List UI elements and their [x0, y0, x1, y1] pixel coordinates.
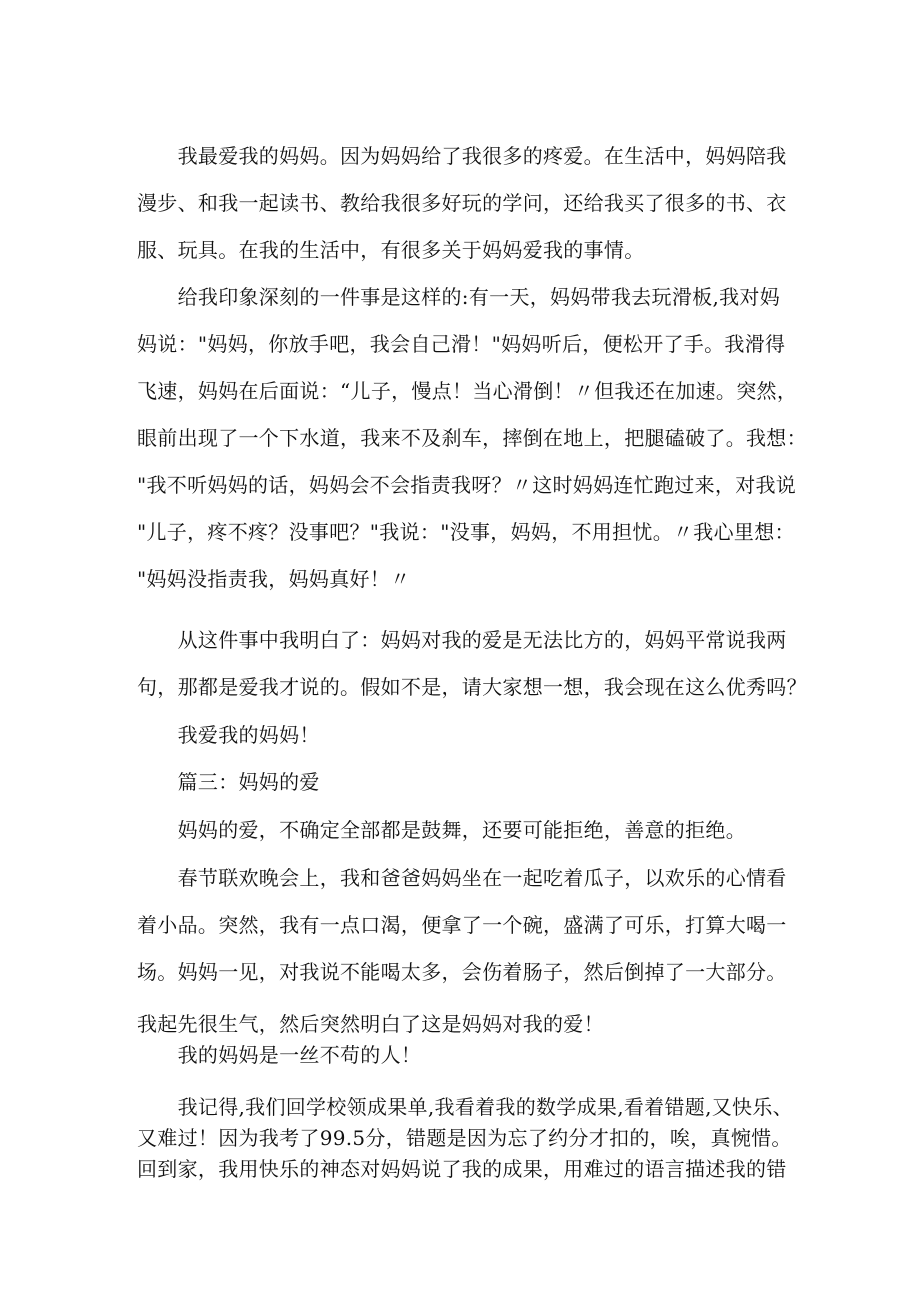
text-line: 我记得,我们回学校领成果单,我看着我的数学成果,看着错题,又快乐、: [137, 1095, 793, 1119]
text-line: 给我印象深刻的一件事是这样的:有一天，妈妈带我去玩滑板,我对妈: [137, 285, 780, 309]
paragraph-5: [137, 807, 797, 854]
text-line: 妈说："妈妈，你放手吧，我会自己滑！"妈妈听后，便松开了手。我滑得: [137, 332, 786, 356]
paragraph-2: [137, 274, 807, 603]
text-line: 我爱我的妈妈！: [137, 723, 320, 747]
text-line: 着小品。突然，我有一点口渴，便拿了一个碗，盛满了可乐，打算大喝一: [137, 913, 787, 937]
text-line: 漫步、和我一起读书、教给我很多好玩的学问，还给我买了很多的书、衣: [137, 191, 787, 215]
paragraph-7: [137, 1009, 797, 1071]
text-line: 回到家，我用快乐的神态对妈妈说了我的成果，用难过的语言描述我的错: [137, 1157, 787, 1181]
section-heading: [137, 759, 797, 806]
text-line: 又难过！因为我考了99.5分，错题是因为忘了约分才扣的，唉，真惋惜。: [137, 1126, 792, 1150]
text-line: 春节联欢晚会上，我和爸爸妈妈坐在一起吃着瓜子，以欢乐的心情看: [137, 866, 787, 890]
text-line: "我不听妈妈的话，妈妈会不会指责我呀？〃这时妈妈连忙跑过来，对我说: [137, 473, 797, 497]
text-line: 飞速，妈妈在后面说：“儿子，慢点！当心滑倒！〃但我还在加速。突然，: [137, 379, 798, 403]
text-line: 我起先很生气，然后突然明白了这是妈妈对我的爱！: [137, 1012, 604, 1036]
paragraph-1: [137, 133, 797, 274]
text-line: 句，那都是爱我才说的。假如不是，请大家想一想，我会现在这么优秀吗？: [137, 675, 807, 699]
text-line: 我的妈妈是一丝不苟的人！: [137, 1043, 422, 1067]
text-line: 我最爱我的妈妈。因为妈妈给了我很多的疼爱。在生活中，妈妈陪我: [137, 144, 787, 168]
text-line: 从这件事中我明白了：妈妈对我的爱是无法比方的，妈妈平常说我两: [137, 628, 787, 652]
text-line: 场。妈妈一见，对我说不能喝太多，会伤着肠子，然后倒掉了一大部分。: [137, 960, 787, 984]
text-line: "儿子，疼不疼？没事吧？"我说："没事，妈妈，不用担忧。〃我心里想：: [137, 520, 795, 544]
paragraph-3: [137, 617, 807, 711]
text-line: 眼前出现了一个下水道，我来不及刹车，摔倒在地上，把腿磕破了。我想：: [137, 426, 807, 450]
paragraph-4: [137, 712, 797, 759]
text-line: 妈妈的爱，不确定全部都是鼓舞，还要可能拒绝，善意的拒绝。: [137, 818, 746, 842]
text-line: 服、玩具。在我的生活中，有很多关于妈妈爱我的事情。: [137, 238, 645, 262]
paragraph-8: [137, 1092, 797, 1185]
text-line: "妈妈没指责我，妈妈真好！〃: [137, 567, 411, 591]
text-line: 篇三：妈妈的爱: [137, 770, 320, 794]
paragraph-6: [137, 855, 797, 996]
